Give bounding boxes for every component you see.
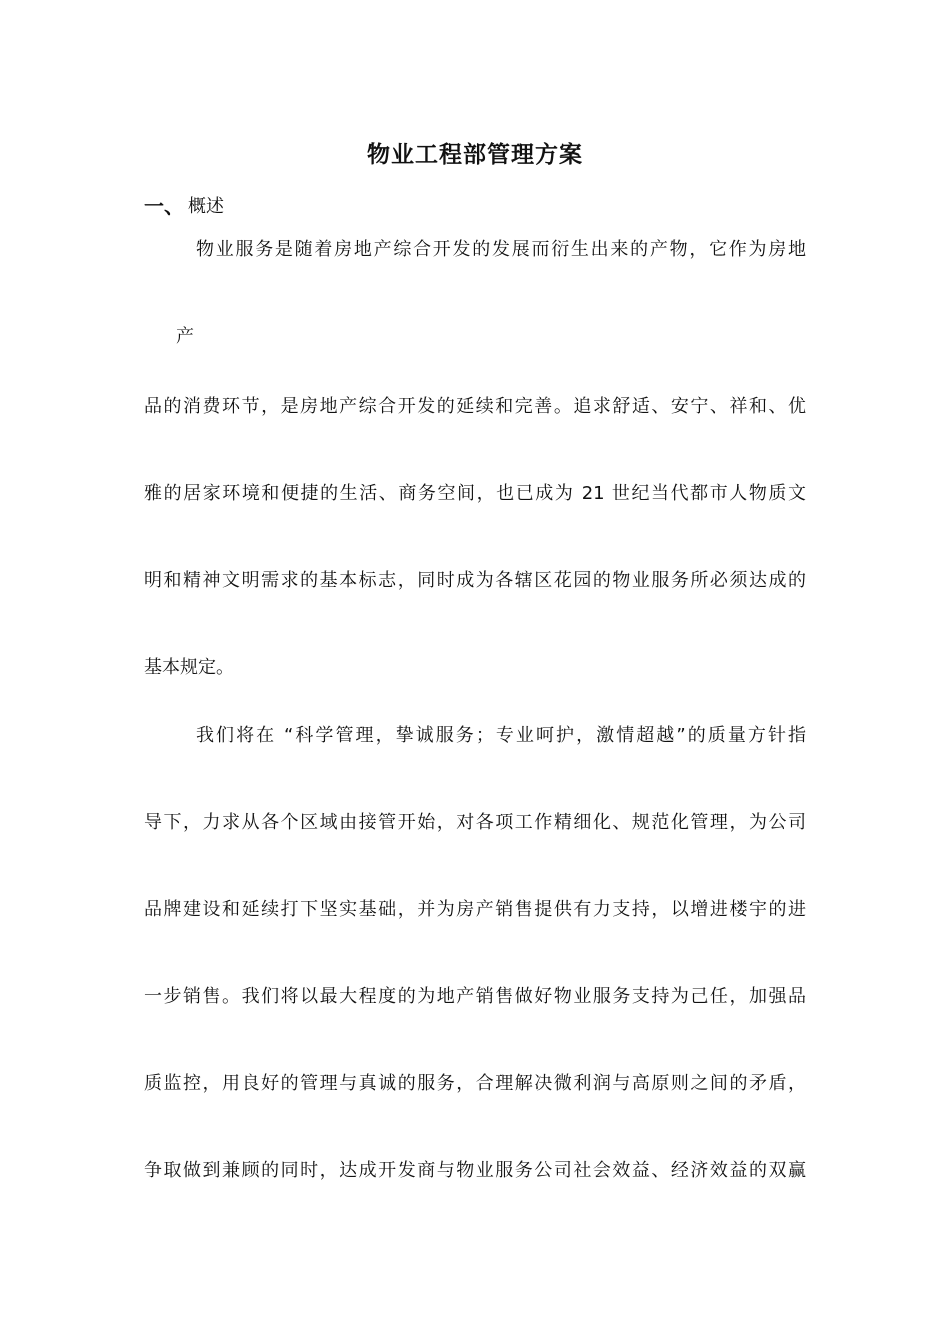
paragraph-line: 雅的居家环境和便捷的生活、商务空间，也已成为 21 世纪当代都市人物质文 xyxy=(144,483,806,504)
paragraph-line: 争取做到兼顾的同时，达成开发商与物业服务公司社会效益、经济效益的双赢 xyxy=(144,1160,806,1181)
paragraph-line: 产 xyxy=(176,326,194,347)
paragraph-line: 质监控，用良好的管理与真诚的服务，合理解决微利润与高原则之间的矛盾， xyxy=(144,1073,806,1094)
section-heading xyxy=(144,190,224,219)
paragraph-line: 导下，力求从各个区域由接管开始，对各项工作精细化、规范化管理，为公司 xyxy=(144,812,806,833)
paragraph-line: 品的消费环节，是房地产综合开发的延续和完善。追求舒适、安宁、祥和、优 xyxy=(144,396,806,417)
document-title: 物业工程部管理方案 xyxy=(367,142,583,168)
section-heading-text: 概述 xyxy=(188,195,224,217)
section-number: 一、 xyxy=(144,194,184,218)
paragraph-line: 品牌建设和延续打下坚实基础，并为房产销售提供有力支持，以增进楼宇的进 xyxy=(144,899,806,920)
paragraph-line: 基本规定。 xyxy=(144,657,234,678)
paragraph-line: 物业服务是随着房地产综合开发的发展而衍生出来的产物，它作为房地 xyxy=(196,239,806,260)
paragraph-line: 明和精神文明需求的基本标志，同时成为各辖区花园的物业服务所必须达成的 xyxy=(144,570,806,591)
paragraph-line: 我们将在 “科学管理，挚诚服务；专业呵护，激情超越”的质量方针指 xyxy=(196,725,806,746)
paragraph-line: 一步销售。我们将以最大程度的为地产销售做好物业服务支持为己任，加强品 xyxy=(144,986,806,1007)
